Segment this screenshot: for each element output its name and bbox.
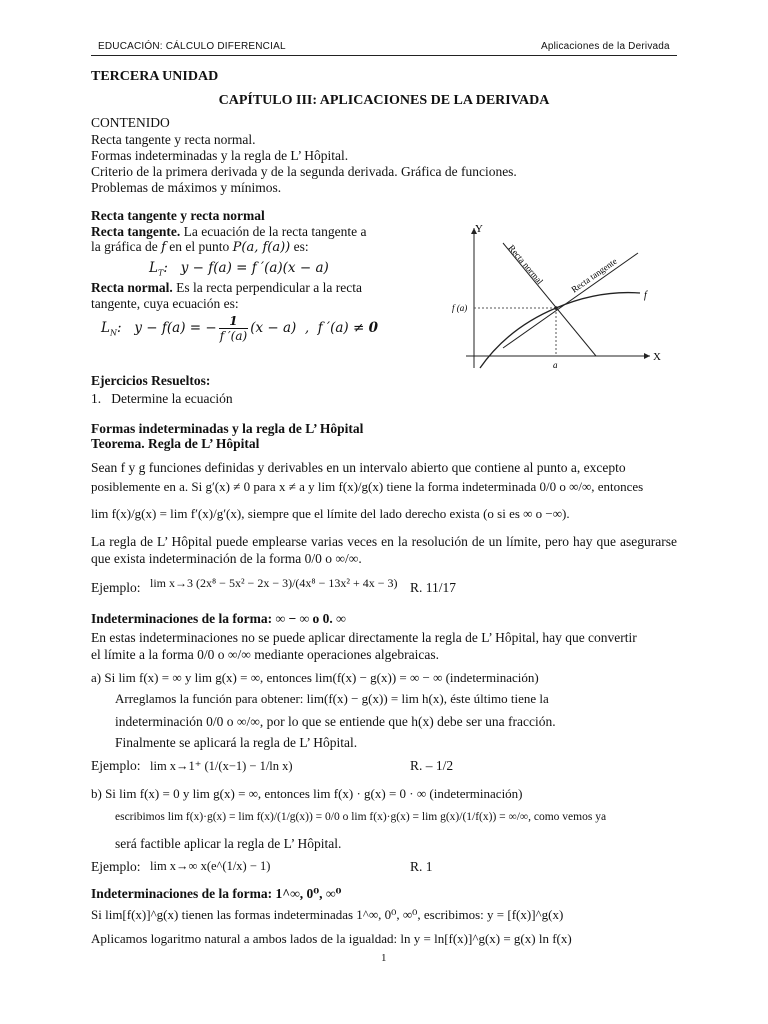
tangent-text: La ecuación de la recta tangente a: [183, 224, 367, 239]
contents-heading: CONTENIDO: [91, 115, 170, 130]
tangent-section-heading: Recta tangente y recta normal: [91, 208, 265, 223]
indet2-line-2: Aplicamos logaritmo natural a ambos lados de la igualdad: ln y = ln[f(x)]^g(x) = g(x) ln f(x): [91, 931, 572, 946]
case-a-text-2: indeterminación 0/0 o ∞/∞, por lo que se entiende que h(x) debe ser una fracción.: [115, 714, 556, 729]
normal-text: Es la recta perpendicular a la recta: [176, 280, 362, 295]
contents-list: [91, 132, 517, 196]
x-axis-label: X: [653, 351, 661, 363]
tangency-point: [554, 306, 558, 310]
tangent-text-a: la gráfica de: [91, 239, 158, 254]
case-a-example-label: Ejemplo:: [91, 758, 141, 773]
tangent-text-b: en el punto: [169, 239, 230, 254]
contents-item: Formas indeterminadas y la regla de L’ Hôpital.: [91, 148, 349, 163]
header-right: Aplicaciones de la Derivada: [541, 41, 670, 52]
function-label: f: [644, 290, 647, 301]
normal-definition-line2: tangente, cuya ecuación es:: [91, 296, 239, 311]
lhopital-example-expr: lim x→3 (2x⁸ − 5x² − 2x − 3)/(4x⁸ − 13x² + 4x − 3): [150, 576, 398, 590]
case-b-statement: b) Si lim f(x) = 0 y lim g(x) = ∞, entonces lim f(x) · g(x) = 0 · ∞ (indeterminación): [91, 786, 523, 801]
case-b-example-expr: lim x→∞ x(e^(1/x) − 1): [150, 859, 271, 873]
lhopital-heading: Formas indeterminadas y la regla de L’ Hôpital: [91, 421, 364, 436]
function-curve: [480, 293, 640, 368]
solved-heading: Ejercicios Resueltos:: [91, 373, 211, 388]
tangent-definition-line1: [91, 224, 367, 240]
case-a-text-1: Arreglamos la función para obtener: lim(f(x) − g(x)) = lim h(x), éste último tiene la: [115, 691, 549, 706]
case-a-text-3: Finalmente se aplicará la regla de L’ Hôpital.: [115, 735, 358, 750]
case-b-example-label: Ejemplo:: [91, 859, 141, 874]
contents-item: Recta tangente y recta normal.: [91, 132, 256, 147]
indet2-line-1: Si lim[f(x)]^g(x) tienen las formas indeterminadas 1^∞, 0⁰, ∞⁰, escribimos: y = [f(x)]^g(x): [91, 907, 564, 922]
indet2-heading: Indeterminaciones de la forma: 1^∞, 0⁰, ∞⁰: [91, 886, 342, 901]
tangent-definition-line2: la gráfica de f en el punto P(a, f(a)) es:: [91, 239, 309, 255]
tangent-label: Recta tangente.: [91, 224, 181, 239]
case-a-example-expr: lim x→1⁺ (1/(x−1) − 1/ln x): [150, 759, 293, 773]
normal-definition-line1: [91, 280, 362, 296]
case-a-statement: a) Si lim f(x) = ∞ y lim g(x) = ∞, entonces lim(f(x) − g(x)) = ∞ − ∞ (indeterminación): [91, 670, 539, 685]
theorem-line-1: Sean f y g funciones definidas y derivables en un intervalo abierto que contiene al punto a, excepto: [91, 460, 626, 475]
indet1-intro-2: el límite a la forma 0/0 o ∞/∞ mediante operaciones algebraicas.: [91, 647, 439, 662]
theorem-heading: Teorema. Regla de L’ Hôpital: [91, 436, 260, 451]
tangent-line-label: Recta tangente: [569, 255, 619, 295]
x-axis-arrow: [644, 353, 650, 359]
normal-label: Recta normal.: [91, 280, 173, 295]
tangent-text-c: es:: [293, 239, 309, 254]
normal-line-label: Recta normal: [506, 242, 546, 287]
theorem-line-2: posiblemente en a. Si g′(x) ≠ 0 para x ≠ a y lim f(x)/g(x) tiene la forma indeterminada 0/0 o ∞/∞, entonces: [91, 479, 644, 494]
chapter-title: CAPÍTULO III: APLICACIONES DE LA DERIVADA: [218, 93, 550, 108]
contents-item: Criterio de la primera derivada y de la segunda derivada. Gráfica de funciones.: [91, 164, 517, 179]
contents-item: Problemas de máximos y mínimos.: [91, 180, 282, 195]
lhopital-paragraph: La regla de L’ Hôpital puede emplearse varias veces en la resolución de un límite, pero hay que asegurarse que exista indeterminación de la forma 0/0 o ∞/∞.: [91, 534, 677, 566]
case-b-text-1: escribimos lim f(x)·g(x) = lim f(x)/(1/g(x)) = 0/0 o lim f(x)·g(x) = lim g(x)/(1/f(x)) = ∞/∞, como vemos ya: [115, 811, 607, 823]
normal-equation: $L_N$: y − f(a) = − $\frac{1}{f '(a)}$ (x − a) , f ′(a) ≠ 0: [101, 314, 378, 343]
solved-item-1: 1. Determine la ecuación: [91, 391, 233, 406]
theorem-line-3: lim f(x)/g(x) = lim f′(x)/g′(x), siempre que el límite del lado derecho exista (o si es ∞ o −∞).: [91, 506, 570, 521]
a-label: a: [553, 360, 558, 370]
lhopital-example-label: Ejemplo:: [91, 580, 141, 595]
unit-title: TERCERA UNIDAD: [91, 69, 219, 84]
tangent-normal-figure: [448, 218, 680, 370]
lhopital-example-answer: R. 11/17: [410, 580, 457, 595]
indet1-intro-1: En estas indeterminaciones no se puede aplicar directamente la regla de L’ Hôpital, hay que convertir: [91, 630, 637, 645]
page-number: 1: [381, 952, 387, 964]
y-axis-label: Y: [475, 223, 483, 235]
indet1-heading: Indeterminaciones de la forma: ∞ − ∞ o 0. ∞: [91, 611, 346, 626]
fa-label: f (a): [452, 303, 468, 313]
case-b-text-2: será factible aplicar la regla de L’ Hôpital.: [115, 836, 342, 851]
case-b-example-answer: R. 1: [410, 859, 433, 874]
case-a-example-answer: R. – 1/2: [410, 758, 454, 773]
header-rule: [91, 55, 677, 56]
header-left: EDUCACIÓN: CÁLCULO DIFERENCIAL: [98, 41, 286, 52]
tangent-equation: $L_T$: y − f(a) = f ′(a)(x − a): [149, 260, 329, 278]
